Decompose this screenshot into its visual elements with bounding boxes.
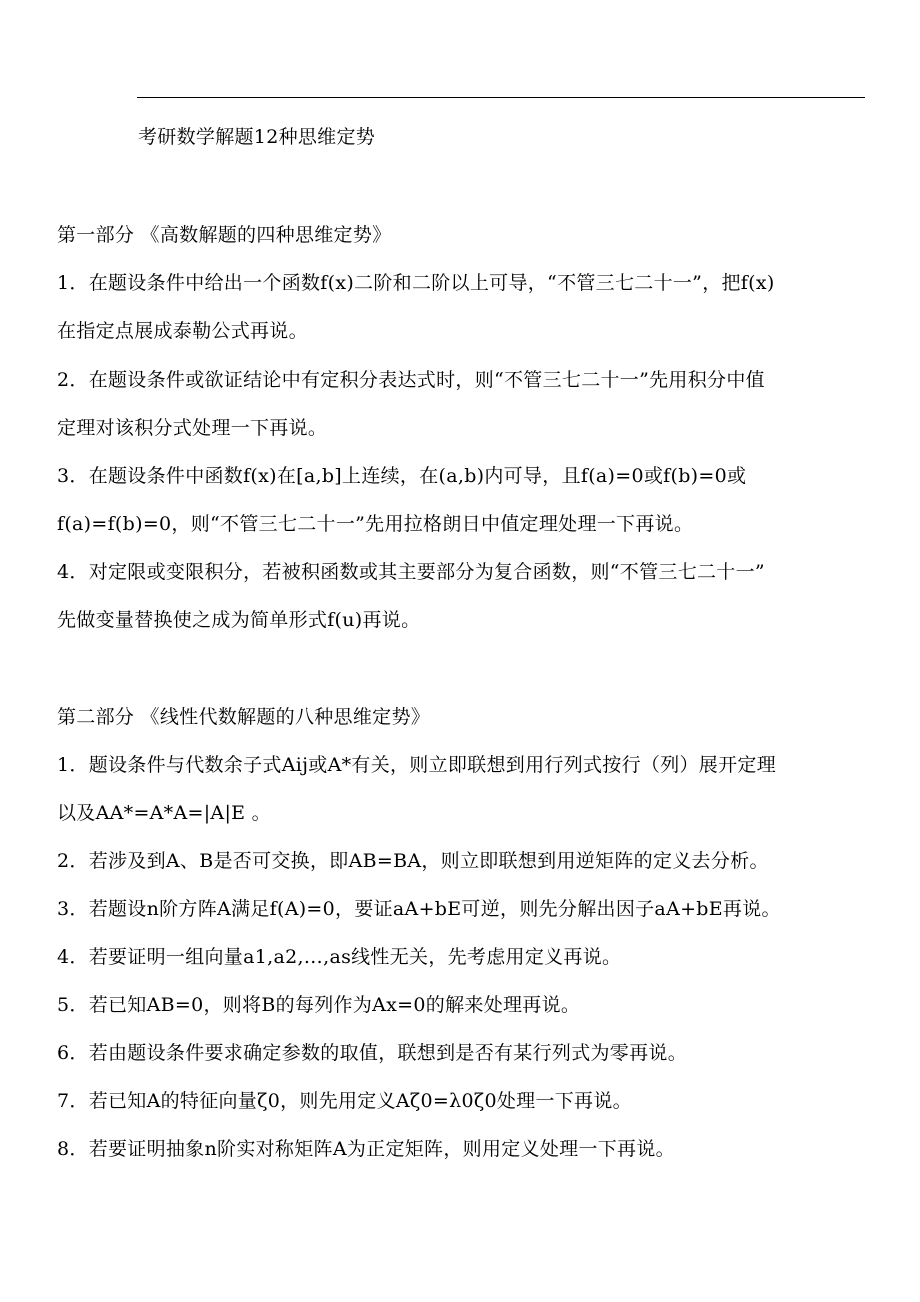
part2-item-3: 3．若题设n阶方阵A满足f(A)=0，要证aA+bE可逆，则先分解出因子aA+bE再说。 bbox=[57, 898, 781, 920]
part1-item-2-line2: 定理对该积分式处理一下再说。 bbox=[57, 417, 328, 439]
part1-item-3-line1: 3．在题设条件中函数f(x)在[a,b]上连续，在(a,b)内可导，且f(a)=0或f(b)=0或 bbox=[57, 465, 747, 487]
part1-heading: 第一部分 《高数解题的四种思维定势》 bbox=[57, 224, 392, 246]
part2-heading: 第二部分 《线性代数解题的八种思维定势》 bbox=[57, 706, 431, 728]
part2-item-1-line1: 1．题设条件与代数余子式Aij或A*有关，则立即联想到用行列式按行（列）展开定理 bbox=[57, 754, 777, 776]
header-rule bbox=[137, 97, 865, 98]
part1-item-2-line1: 2．在题设条件或欲证结论中有定积分表达式时，则“不管三七二十一”先用积分中值 bbox=[57, 369, 765, 391]
part2-item-2: 2．若涉及到A、B是否可交换，即AB=BA，则立即联想到用逆矩阵的定义去分析。 bbox=[57, 850, 769, 872]
page-title: 考研数学解题12种思维定势 bbox=[138, 126, 376, 148]
part2-item-6: 6．若由题设条件要求确定参数的取值，联想到是否有某行列式为零再说。 bbox=[57, 1042, 687, 1064]
part1-item-4-line1: 4．对定限或变限积分，若被积函数或其主要部分为复合函数，则“不管三七二十一” bbox=[57, 561, 765, 583]
part1-item-3-line2: f(a)=f(b)=0，则“不管三七二十一”先用拉格朗日中值定理处理一下再说。 bbox=[57, 513, 694, 535]
part2-item-1-line2: 以及AA*=A*A=|A|E 。 bbox=[57, 802, 271, 824]
part2-item-5: 5．若已知AB=0，则将B的每列作为Ax=0的解来处理再说。 bbox=[57, 994, 581, 1016]
part1-item-1-line1: 1．在题设条件中给出一个函数f(x)二阶和二阶以上可导，“不管三七二十一”，把f(x) bbox=[57, 272, 775, 294]
part1-item-4-line2: 先做变量替换使之成为简单形式f(u)再说。 bbox=[57, 609, 421, 631]
part2-item-8: 8．若要证明抽象n阶实对称矩阵A为正定矩阵，则用定义处理一下再说。 bbox=[57, 1138, 675, 1160]
part2-item-7: 7．若已知A的特征向量ζ0，则先用定义Aζ0=λ0ζ0处理一下再说。 bbox=[57, 1090, 632, 1112]
part2-item-4: 4．若要证明一组向量a1,a2,…,as线性无关，先考虑用定义再说。 bbox=[57, 946, 622, 968]
part1-item-1-line2: 在指定点展成泰勒公式再说。 bbox=[57, 320, 308, 342]
